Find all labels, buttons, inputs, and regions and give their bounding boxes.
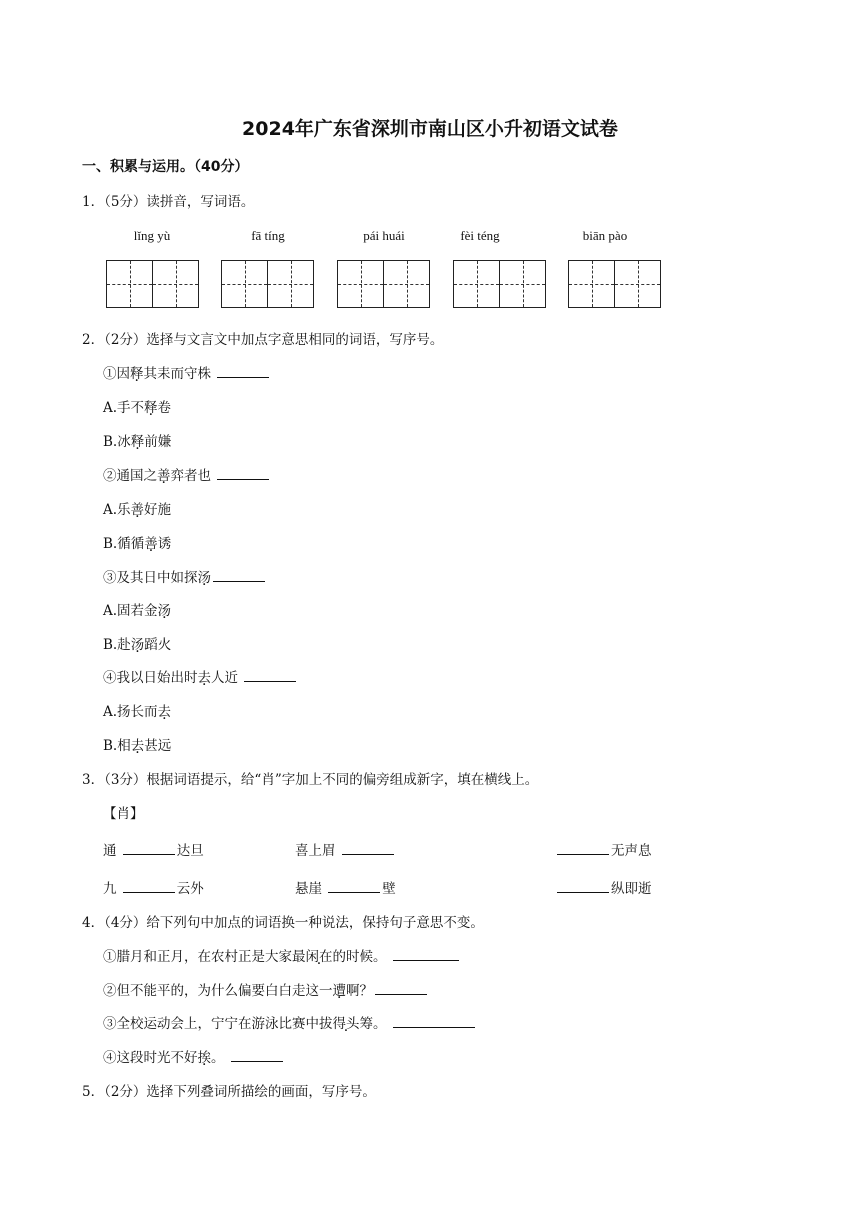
q2-item-3: ③及其日中如探汤	[103, 566, 267, 586]
answer-blank[interactable]	[557, 842, 609, 855]
question-4-stem: 4．（4分）给下列句中加点的词语换一种说法，保持句子意思不变。	[82, 915, 484, 931]
emphasis-char: 去	[197, 670, 211, 686]
answer-blank[interactable]	[342, 842, 394, 855]
answer-grid-1[interactable]	[106, 260, 199, 308]
q2-item-4-option-a: A.扬长而去	[103, 704, 172, 720]
emphasis-char: 汤	[197, 570, 211, 586]
answer-blank[interactable]	[328, 880, 380, 893]
q4-sentence-2: ②但不能平的，为什么偏要白白走这一遭啊？	[103, 979, 429, 999]
answer-blank[interactable]	[213, 569, 265, 582]
q3-r2-c2: 悬崖 壁	[295, 881, 396, 897]
question-3-stem: 3．（3分）根据词语提示，给“肖”字加上不同的偏旁组成新字，填在横线上。	[82, 772, 539, 788]
q4-sentence-3: ③全校运动会上，宁宁在游泳比赛中拔得头筹。	[103, 1012, 477, 1032]
q3-r2-c3: 纵即逝	[555, 877, 652, 897]
answer-blank[interactable]	[557, 880, 609, 893]
section-heading: 一、积累与运用。（40分）	[82, 159, 249, 175]
pinyin-4: fèi téng	[460, 228, 500, 243]
answer-grid-2[interactable]	[221, 260, 314, 308]
pinyin-5: biān pào	[582, 228, 628, 243]
q3-r1-c2: 喜上眉	[295, 839, 396, 859]
pinyin-3: pái huái	[363, 228, 405, 243]
q2-item-2-option-a: A.乐善好施	[103, 502, 172, 518]
answer-blank[interactable]	[217, 365, 269, 378]
answer-blank[interactable]	[231, 1049, 283, 1062]
q2-item-2-option-b: B.循循善诱	[103, 536, 172, 552]
q3-r1-c1: 通 达旦	[103, 843, 204, 859]
q2-item-1-option-b: B.冰释前嫌	[103, 434, 172, 450]
q2-item-2: ②通国之善弈者也	[103, 464, 271, 484]
emphasis-word: 遭	[332, 983, 346, 999]
q4-sentence-1: ①腊月和正月，在农村正是大家最闲在的时候。	[103, 945, 461, 965]
emphasis-char: 释	[130, 366, 144, 382]
answer-blank[interactable]	[244, 669, 296, 682]
question-5-stem: 5．（2分）选择下列叠词所描绘的画面，写序号。	[82, 1084, 376, 1100]
answer-blank[interactable]	[375, 982, 427, 995]
q2-item-1-option-a: A.手不释卷	[103, 400, 172, 416]
q3-bracket: 【肖】	[103, 806, 144, 822]
q3-r2-c1: 九 云外	[103, 881, 204, 897]
answer-blank[interactable]	[393, 1015, 475, 1028]
answer-grid-4[interactable]	[453, 260, 546, 308]
answer-blank[interactable]	[123, 880, 175, 893]
q2-item-4: ④我以日始出时去人近	[103, 666, 298, 686]
emphasis-char: 善	[157, 468, 171, 484]
answer-blank[interactable]	[393, 948, 459, 961]
q2-item-3-option-a: A.固若金汤	[103, 603, 172, 619]
q2-item-3-option-b: B.赴汤蹈火	[103, 637, 172, 653]
page-title: 2024年广东省深圳市南山区小升初语文试卷	[242, 118, 618, 140]
emphasis-word: 闲在	[305, 949, 333, 965]
answer-grid-5[interactable]	[568, 260, 661, 308]
pinyin-1: lǐng yù	[133, 228, 171, 243]
answer-grid-3[interactable]	[337, 260, 430, 308]
q3-r1-c3: 无声息	[555, 839, 652, 859]
question-1-stem: 1．（5分）读拼音，写词语。	[82, 194, 255, 210]
answer-blank[interactable]	[217, 467, 269, 480]
q2-item-4-option-b: B.相去甚远	[103, 738, 172, 754]
q2-item-1: ①因释其耒而守株	[103, 362, 271, 382]
q4-sentence-4: ④这段时光不好挨。	[103, 1046, 285, 1066]
emphasis-word: 拔得头筹	[319, 1016, 373, 1032]
emphasis-word: 挨	[197, 1050, 211, 1066]
question-2-stem: 2．（2分）选择与文言文中加点字意思相同的词语，写序号。	[82, 332, 444, 348]
answer-blank[interactable]	[123, 842, 175, 855]
pinyin-2: fā tíng	[251, 228, 285, 243]
